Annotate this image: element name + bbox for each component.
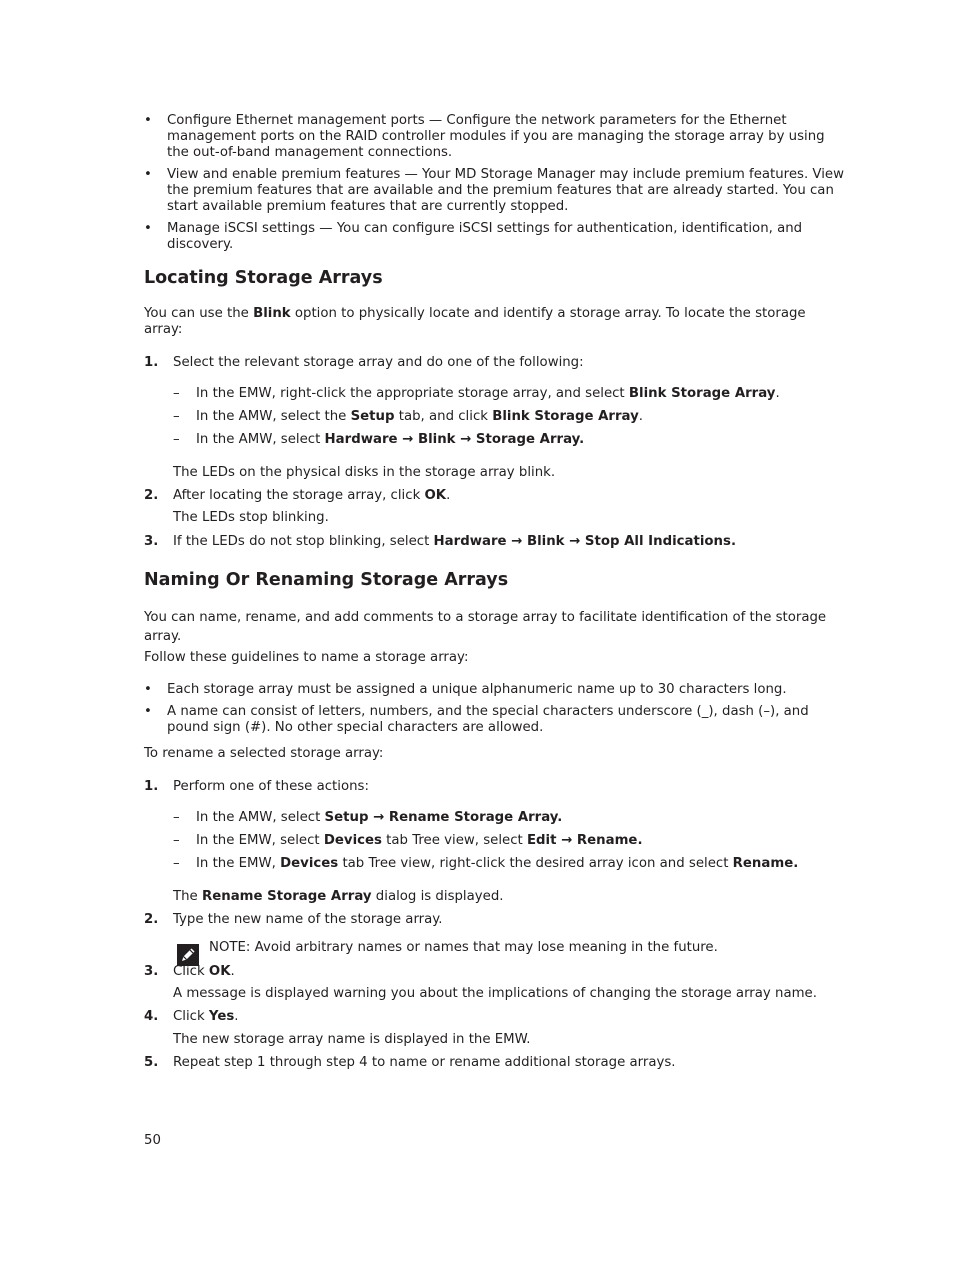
list-item — [173, 432, 844, 448]
step-item — [144, 534, 844, 550]
step-item — [144, 912, 844, 962]
bullet-text: Manage iSCSI settings — You can configure iSCSI settings for authentication, identification, and discovery. — [167, 221, 803, 252]
step-text: Type the new name of the storage array. — [173, 912, 443, 927]
step-item — [144, 964, 844, 1002]
step-result — [173, 889, 844, 905]
text: If the LEDs do not stop blinking, select — [173, 534, 434, 549]
list-item — [173, 833, 844, 849]
text: . — [230, 964, 235, 979]
list-item — [144, 682, 844, 698]
text: In the EMW, right-click the appropriate storage array, and select — [196, 386, 629, 401]
bullet-glyph: • — [144, 167, 152, 182]
step-number: 5. — [144, 1055, 159, 1070]
text: Click — [173, 1009, 209, 1024]
text: dialog is displayed. — [371, 889, 504, 904]
bold-text: OK — [424, 488, 447, 503]
section-intro — [144, 306, 844, 338]
step-result: The LEDs stop blinking. — [173, 510, 329, 525]
step-item — [144, 355, 844, 481]
bold-text: Edit → Rename. — [526, 833, 643, 848]
bullet-text: View and enable premium features — Your MD Storage Manager may include premium features. View the premium features that are available and the premium features that are already started. You can start available premium features that are currently stopped. — [167, 167, 844, 214]
text: option to physically locate and identify a storage array. To locate the storage array: — [144, 306, 806, 337]
step-number: 1. — [144, 779, 159, 794]
step-item — [144, 488, 844, 526]
dash-glyph: – — [173, 810, 180, 825]
step-text — [173, 488, 844, 504]
text: tab, and click — [394, 409, 493, 424]
bullet-text: Configure Ethernet management ports — Configure the network parameters for the Ethernet management ports on the RAID controller modules if you are managing the storage array by using the out-of-band management connections. — [167, 113, 825, 160]
text: tab Tree view, right-click the desired array icon and select — [338, 856, 733, 871]
step-text: Select the relevant storage array and do one of the following: — [173, 355, 584, 370]
bullet-text: Each storage array must be assigned a unique alphanumeric name up to 30 characters long. — [167, 682, 787, 697]
text: tab Tree view, select — [381, 833, 527, 848]
step-result: The LEDs on the physical disks in the storage array blink. — [173, 465, 556, 480]
bold-text: Blink Storage Array — [628, 386, 776, 401]
bullet-glyph: • — [144, 682, 152, 697]
pencil-note-icon — [177, 944, 199, 966]
bold-text: Yes — [208, 1009, 235, 1024]
bullet-glyph: • — [144, 221, 152, 236]
locate-steps — [144, 355, 844, 550]
list-item — [173, 810, 844, 826]
dash-glyph: – — [173, 432, 180, 447]
text: . — [446, 488, 451, 503]
text: . — [234, 1009, 239, 1024]
list-item — [173, 386, 844, 402]
bold-text: Devices — [323, 833, 382, 848]
step-number: 1. — [144, 355, 159, 370]
bold-text: Rename. — [732, 856, 799, 871]
text: In the AMW, select — [196, 810, 325, 825]
option-list — [173, 810, 844, 872]
step-result: A message is displayed warning you about the implications of changing the storage array name. — [173, 986, 817, 1001]
step-number: 2. — [144, 488, 159, 503]
text: After locating the storage array, click — [173, 488, 425, 503]
dash-glyph: – — [173, 833, 180, 848]
note-text: Avoid arbitrary names or names that may lose meaning in the future. — [250, 940, 718, 955]
section-heading-locating: Locating Storage Arrays — [144, 268, 383, 288]
step-text — [173, 534, 844, 550]
dash-glyph: – — [173, 386, 180, 401]
text: In the AMW, select the — [196, 409, 351, 424]
page-number: 50 — [144, 1133, 161, 1148]
note-box — [173, 940, 844, 962]
bold-text: Setup — [350, 409, 395, 424]
text: In the EMW, — [196, 856, 281, 871]
bold-text: Setup → Rename Storage Array. — [324, 810, 563, 825]
section-intro: You can name, rename, and add comments to a storage array to facilitate identification of the storage array. — [144, 610, 827, 644]
intro-bullet-list — [144, 113, 844, 253]
bold-text: OK — [208, 964, 231, 979]
text: You can use the — [144, 306, 254, 321]
list-item — [144, 167, 844, 215]
step-item — [144, 779, 844, 905]
dash-glyph: – — [173, 856, 180, 871]
guidelines-intro: Follow these guidelines to name a storage array: — [144, 650, 469, 665]
guidelines-list — [144, 682, 844, 736]
text: The — [173, 889, 202, 904]
bold-text: Blink Storage Array — [492, 409, 639, 424]
step-number: 2. — [144, 912, 159, 927]
bold-text: Devices — [280, 856, 339, 871]
list-item — [144, 704, 844, 736]
bold-text: Hardware → Blink → Stop All Indications. — [433, 534, 736, 549]
step-item — [144, 1055, 844, 1071]
section-heading-naming: Naming Or Renaming Storage Arrays — [144, 570, 509, 590]
step-text: Repeat step 1 through step 4 to name or rename additional storage arrays. — [173, 1055, 676, 1070]
text: Click — [173, 964, 209, 979]
step-text: Perform one of these actions: — [173, 779, 369, 794]
step-text — [173, 1009, 844, 1025]
document-page — [144, 113, 844, 1071]
rename-steps — [144, 779, 844, 1071]
list-item — [173, 409, 844, 425]
list-item — [173, 856, 844, 872]
bold-text: Rename Storage Array — [201, 889, 372, 904]
step-text — [173, 964, 844, 980]
note-label: NOTE: — [209, 940, 251, 955]
step-item — [144, 1009, 844, 1048]
option-list — [173, 386, 844, 448]
text: In the AMW, select — [196, 432, 325, 447]
bold-text: Hardware → Blink → Storage Array. — [324, 432, 585, 447]
text: . — [775, 386, 780, 401]
list-item — [144, 113, 844, 161]
bullet-text: A name can consist of letters, numbers, and the special characters underscore (_), dash (–), and pound sign (#). No other special characters are allowed. — [167, 704, 809, 735]
bold-text: Blink — [253, 306, 291, 321]
dash-glyph: – — [173, 409, 180, 424]
step-number: 3. — [144, 964, 159, 979]
text: . — [638, 409, 644, 424]
bullet-glyph: • — [144, 113, 152, 128]
list-item — [144, 221, 844, 253]
text: In the EMW, select — [196, 833, 324, 848]
step-result: The new storage array name is displayed in the EMW. — [173, 1032, 531, 1047]
step-number: 4. — [144, 1009, 159, 1024]
bullet-glyph: • — [144, 704, 152, 719]
rename-intro: To rename a selected storage array: — [144, 746, 384, 761]
step-number: 3. — [144, 534, 159, 549]
